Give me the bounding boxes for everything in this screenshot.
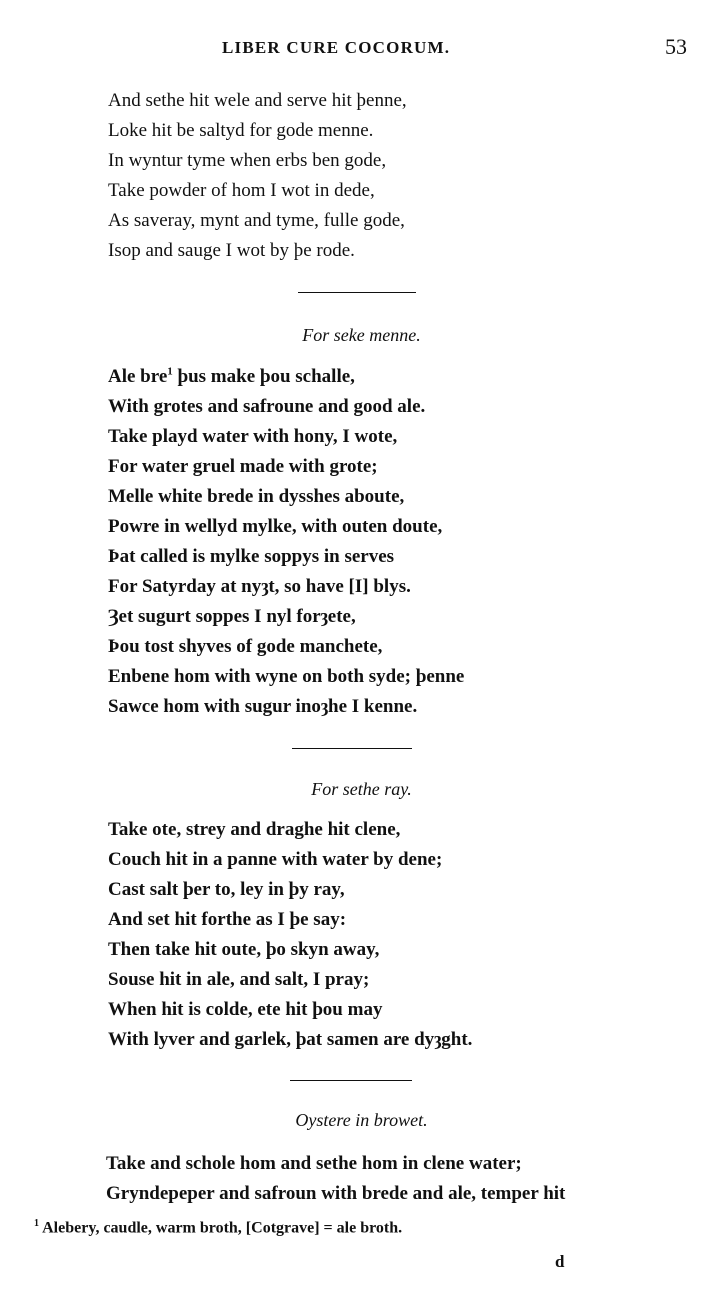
- verse-line: Sawce hom with sugur inoȝhe I kenne.: [108, 696, 418, 717]
- verse-line: Enbene hom with wyne on both syde; þenne: [108, 666, 465, 687]
- section-heading-oystere: Oystere in browet.: [295, 1110, 428, 1130]
- verse-line: Loke hit be saltyd for gode menne.: [108, 120, 374, 141]
- verse-line-end: þus make þou schalle,: [172, 366, 355, 387]
- footnote-marker: 1: [34, 1218, 39, 1229]
- verse-line: Melle white brede in dysshes aboute,: [108, 486, 405, 507]
- section-divider: [290, 1080, 412, 1081]
- verse-line: Take powder of hom I wot in dede,: [108, 180, 375, 201]
- verse-line: Couch hit in a panne with water by dene;: [108, 849, 443, 870]
- verse-line: And sethe hit wele and serve hit þenne,: [108, 90, 407, 111]
- stanza-continuation: [108, 86, 407, 266]
- verse-line: [108, 362, 464, 392]
- verse-line: Souse hit in ale, and salt, I pray;: [108, 969, 370, 990]
- signature-mark: d: [555, 1252, 565, 1271]
- verse-line: Þou tost shyves of gode manchete,: [108, 636, 383, 657]
- verse-line: Then take hit oute, þo skyn away,: [108, 939, 380, 960]
- prose-line: Gryndepeper and safroun with brede and ale, temper hit: [106, 1183, 566, 1204]
- section-divider: [298, 292, 416, 293]
- verse-line-start: Ale bre: [108, 366, 168, 387]
- stanza-seke-menne: [108, 362, 464, 722]
- verse-line: Cast salt þer to, ley in þy ray,: [108, 879, 345, 900]
- footnote-text: Alebery, caudle, warm broth, [Cotgrave] = ale broth.: [39, 1219, 403, 1237]
- page-number: 53: [665, 34, 687, 59]
- verse-line: And set hit forthe as I þe say:: [108, 909, 347, 930]
- footnote: [34, 1218, 402, 1237]
- recipe-prose-oystere: [106, 1149, 565, 1209]
- section-heading-seke-menne: For seke menne.: [302, 325, 421, 345]
- prose-line: Take and schole hom and sethe hom in clene water;: [106, 1153, 522, 1174]
- verse-line: For Satyrday at nyȝt, so have [I] blys.: [108, 576, 411, 597]
- verse-line: Powre in wellyd mylke, with outen doute,: [108, 516, 443, 537]
- stanza-sethe-ray: [108, 815, 472, 1055]
- verse-line: With lyver and garlek, þat samen are dyȝght.: [108, 1029, 473, 1050]
- verse-line: With grotes and safroune and good ale.: [108, 396, 426, 417]
- verse-line: In wyntur tyme when erbs ben gode,: [108, 150, 387, 171]
- section-heading-sethe-ray: For sethe ray.: [311, 779, 412, 799]
- verse-line: As saveray, mynt and tyme, fulle gode,: [108, 210, 405, 231]
- verse-line: Take ote, strey and draghe hit clene,: [108, 819, 401, 840]
- verse-line: Ȝet sugurt soppes I nyl forȝete,: [108, 606, 356, 627]
- section-divider: [292, 748, 412, 749]
- running-head: [0, 34, 723, 62]
- verse-line: When hit is colde, ete hit þou may: [108, 999, 383, 1020]
- footnote-reference: 1: [167, 365, 173, 378]
- running-title: LIBER CURE COCORUM.: [222, 38, 451, 57]
- verse-line: Take playd water with hony, I wote,: [108, 426, 398, 447]
- verse-line: For water gruel made with grote;: [108, 456, 378, 477]
- verse-line: Þat called is mylke soppys in serves: [108, 546, 395, 567]
- verse-line: Isop and sauge I wot by þe rode.: [108, 240, 355, 261]
